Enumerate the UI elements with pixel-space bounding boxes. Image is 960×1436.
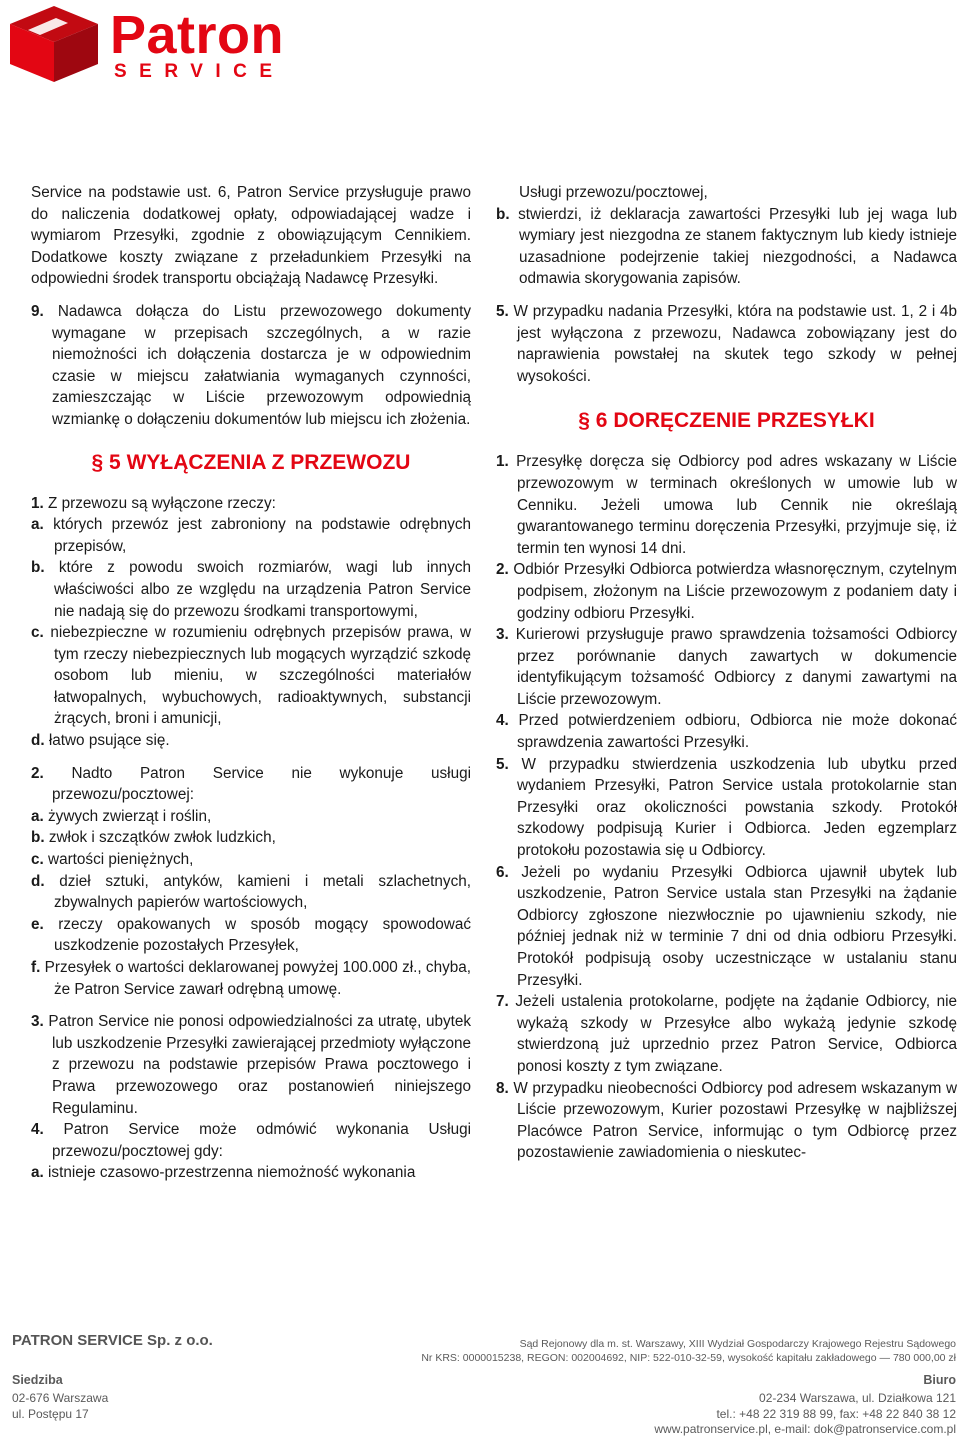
footer-office-line2: tel.: +48 22 319 88 99, fax: +48 22 840 38 12 [716,1407,956,1421]
list-item: e. rzeczy opakowanych w sposób mogący spowodować uszkodzenie pozostałych Przesyłek, [31,915,472,955]
footer-court: Sąd Rejonowy dla m. st. Warszawy, XIII Wydział Gospodarczy Krajowego Rejestru Sądowego [519,1338,956,1350]
item-4: 4. Patron Service może odmówić wykonania Usługi przewozu/pocztowej gdy: [31,1121,471,1160]
list-item: d. łatwo psujące się. [31,732,170,750]
footer-hq-line1: 02-676 Warszawa [12,1391,109,1405]
delivery-item-4: 4. Przed potwierdzeniem odbioru, Odbiorca nie może dokonać sprawdzenia zawartości Przesyłki. [496,712,957,752]
list-item: a. których przewóz jest zabroniony na podstawie odrębnych przepisów, [31,516,472,555]
item-5: 5. W przypadku nadania Przesyłki, która na podstawie ust. 1, 2 i 4b jest wyłączona z przewozu, Nadawca zobowiązany jest do naprawienia powstałej na skutek tego szkody w pełnej wysokości. [496,302,958,385]
list-item: b. które z powodu swoich rozmiarów, wagi lub innych właściwości albo ze względu na urządzenia Patron Service nie nadają się do przewozu środkami transportowymi, [31,559,471,620]
box-logo-icon [4,2,104,84]
list-item: a. żywych zwierząt i roślin, [31,807,212,825]
section-heading-5: § 5 WYŁĄCZENIA Z PRZEWOZU [91,450,411,474]
delivery-item-3: 3. Kurierowi przysługuje prawo sprawdzenia tożsamości Odbiorcy przez porównanie danych zawartych w dokumencie identyfikującym tożsamość Odbiorcy z danymi zawartymi na Liście przewozowym. [496,626,958,708]
paragraph-number: 9. [31,302,44,320]
list-item: d. dzieł sztuki, antyków, kamieni i metali szlachetnych, zbywalnych papierów wartościowych, [31,872,471,912]
paragraph-text: Nadawca dołącza do Listu przewozowego dokumenty wymagane w przepisach szczególnych, a w razie niemożności ich dołączenia dostarcza je w odpowiednim czasie w miejscu załatwiania wymaganych czynności, zamieszczając w Liście przewozowym odpowiednią wzmiankę o dołączeniu dokumentów lub miejscu ich złożenia. [52,302,472,428]
list-item: c. wartości pieniężnych, [31,851,194,869]
sublist-4 [31,1162,471,1184]
footer-hq-label: Siedziba [12,1373,63,1387]
logo-subtitle: SERVICE [114,61,285,82]
patron-logo [4,2,304,84]
footer-office-label: Biuro [923,1373,956,1387]
section-heading-6: § 6 DORĘCZENIE PRZESYŁKI [578,409,875,433]
delivery-item-5: 5. W przypadku stwierdzenia uszkodzenia lub ubytku przed wydaniem Przesyłki, Patron Service ustala protokolarnie stan Przesyłki oraz okoliczności powstania szkody. Protokół szkodowy podpisują Kurier i Odbiorca. Jeden egzemplarz protokołu pozostawia się u Odbiorcy. [496,755,958,860]
footer-office-line1: 02-234 Warszawa, ul. Działkowa 121 [759,1391,956,1405]
sublist-1 [31,514,471,752]
left-column [31,182,471,1184]
list-item: f. Przesyłek o wartości deklarowanej powyżej 100.000 zł., chyba, że Patron Service zawarł odrębną umowę. [31,959,472,998]
item-3: 3. Patron Service nie ponosi odpowiedzialności za utratę, ubytek lub uszkodzenie Przesyłki zawierającej przedmioty wyłączone z przewozu na podstawie przepisów Prawa pocztowego i Prawa przewozowego oraz postanowień niniejszego Regulaminu. [31,1013,472,1117]
footer-hq-line2: ul. Postępu 17 [12,1407,89,1421]
sublist-2 [31,806,471,1000]
list-item: b. stwierdzi, iż deklaracja zawartości Przesyłki lub jej waga lub wymiary jest niezgodna ze stanem faktycznym lub kiedy istnieje uzasadnione podejrzenie takiej niezgodności, a Nadawca odmawia skorygowania zapisów. [496,205,957,288]
delivery-item-6: 6. Jeżeli po wydaniu Przesyłki Odbiorca ujawnił ubytek lub uszkodzenie, Patron Service ustala stan Przesyłki na żądanie Odbiorcy zgłoszone niezwłocznie po ujawnieniu szkody, nie później jednak niż w terminie 7 dni od dnia odbioru Przesyłki. Protokół podpisują osoby uczestniczące w ustalaniu stanu Przesyłki. [496,863,957,989]
paragraph-9 [31,301,471,431]
delivery-item-7: 7. Jeżeli ustalenia protokolarne, podjęte na żądanie Odbiorcy, nie wykażą szkody w Przesyłce albo wykażą jedynie szkodę stwierdzoną już uprzednio przez Patron Service, Odbiorca ponosi koszty z tym związane. [496,993,957,1075]
list-item: c. niebezpieczne w rozumieniu odrębnych przepisów prawa, w tym rzeczy niebezpiecznych lub mogących wyrządzić szkodę osobom lub mieniu, w szczególności materiałów łatwopalnych, wybuchowych, radioaktywnych, substancji żrących, broni i amunicji, [31,624,472,728]
delivery-item-2: 2. Odbiór Przesyłki Odbiorca potwierdza własnoręcznym, czytelnym podpisem, złożonym na Liście przewozowym z podaniem daty i godziny odbioru Przesyłki. [496,561,957,622]
footer-registry: Nr KRS: 0000015238, REGON: 002004692, NIP: 522-010-32-59, wysokość kapitału zakładowego — 780 000,00 zł [421,1352,956,1364]
delivery-item-8: 8. W przypadku nieobecności Odbiorcy pod adresem wskazanym w Liście przewozowym, Kurier pozostawi Przesyłkę w najbliższej Placówce Patron Service, informując o tym Odbiorcę przez pozostawienie zawiadomienia o nieskutec- [496,1079,957,1162]
footer-company-name: PATRON SERVICE Sp. z o.o. [12,1332,213,1349]
intro-paragraph: Service na podstawie ust. 6, Patron Service przysługuje prawo do naliczenia dodatkowej opłaty, odpowiadającej wadze i wymiarom Przesyłki, zgodnie z obowiązującym Cennikiem. Dodatkowe koszty związane z przeładunkiem Przesyłki na odpowiedni środek transportu obciążają Nadawcę Przesyłki. [31,184,471,288]
item-2: 2. Nadto Patron Service nie wykonuje usługi przewozu/pocztowej: [31,764,471,804]
list-item: a. istnieje czasowo-przestrzenna niemożność wykonania [31,1164,416,1182]
logo-name: Patron [110,5,285,65]
right-column [496,182,957,1164]
list-item: b. zwłok i szczątków zwłok ludzkich, [31,829,276,847]
page-footer [0,1326,960,1436]
list-item-continuation: Usługi przewozu/pocztowej, [519,184,708,201]
footer-office-line3: www.patronservice.pl, e-mail: dok@patronservice.com.pl [654,1422,956,1436]
continued-sublist [496,182,957,290]
delivery-item-1: 1. Przesyłkę doręcza się Odbiorcy pod adres wskazany w Liście przewozowym w terminach określonych w umowie lub w Cenniku. Jeżeli umowa lub Cennik nie określają gwarantowanego terminu doręczenia Przesyłki, przyjmuje się, iż termin ten wynosi 14 dni. [496,453,958,557]
item-1: 1. Z przewozu są wyłączone rzeczy: [31,494,276,512]
